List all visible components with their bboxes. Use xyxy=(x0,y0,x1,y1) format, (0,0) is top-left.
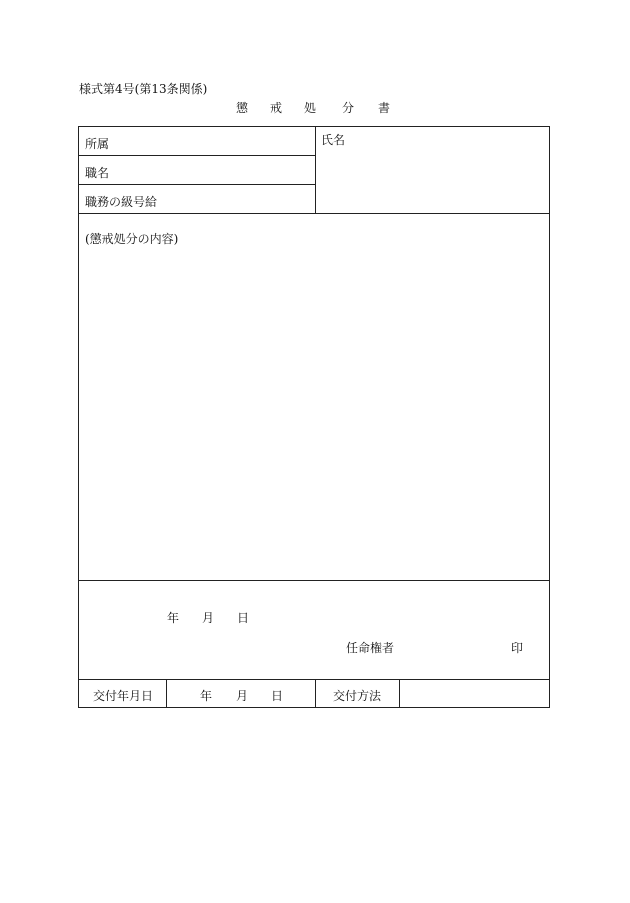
row-divider-2 xyxy=(79,184,315,185)
footer-divider-3 xyxy=(399,679,400,707)
title-char-3: 処 xyxy=(304,101,317,115)
footer-divider-1 xyxy=(166,679,167,707)
issue-day-label: 日 xyxy=(237,611,250,625)
title-char-2: 戒 xyxy=(270,101,283,115)
content-label: (懲戒処分の内容) xyxy=(85,232,179,246)
delivery-year-label: 年 xyxy=(200,689,213,703)
delivery-day-label: 日 xyxy=(271,689,284,703)
appointing-authority-label: 任命権者 xyxy=(346,641,395,655)
position-label: 職名 xyxy=(85,166,110,180)
delivery-method-label: 交付方法 xyxy=(333,689,382,703)
grade-label: 職務の級号給 xyxy=(85,195,158,209)
delivery-date-label: 交付年月日 xyxy=(93,689,154,703)
affiliation-label: 所属 xyxy=(85,137,110,151)
seal-label: 印 xyxy=(511,641,524,655)
row-divider-4 xyxy=(79,580,549,581)
disciplinary-form-table xyxy=(78,126,550,708)
footer-divider-2 xyxy=(315,679,316,707)
delivery-month-label: 月 xyxy=(236,689,249,703)
issue-month-label: 月 xyxy=(202,611,215,625)
title-char-5: 書 xyxy=(378,101,391,115)
issue-year-label: 年 xyxy=(167,611,180,625)
form-reference: 様式第4号(第13条関係) xyxy=(79,82,208,96)
name-column-divider xyxy=(315,127,316,213)
name-label: 氏名 xyxy=(321,133,346,147)
row-divider-3 xyxy=(79,213,549,214)
title-char-4: 分 xyxy=(342,101,355,115)
row-divider-5 xyxy=(79,679,549,680)
row-divider-1 xyxy=(79,155,315,156)
title-char-1: 懲 xyxy=(236,101,249,115)
